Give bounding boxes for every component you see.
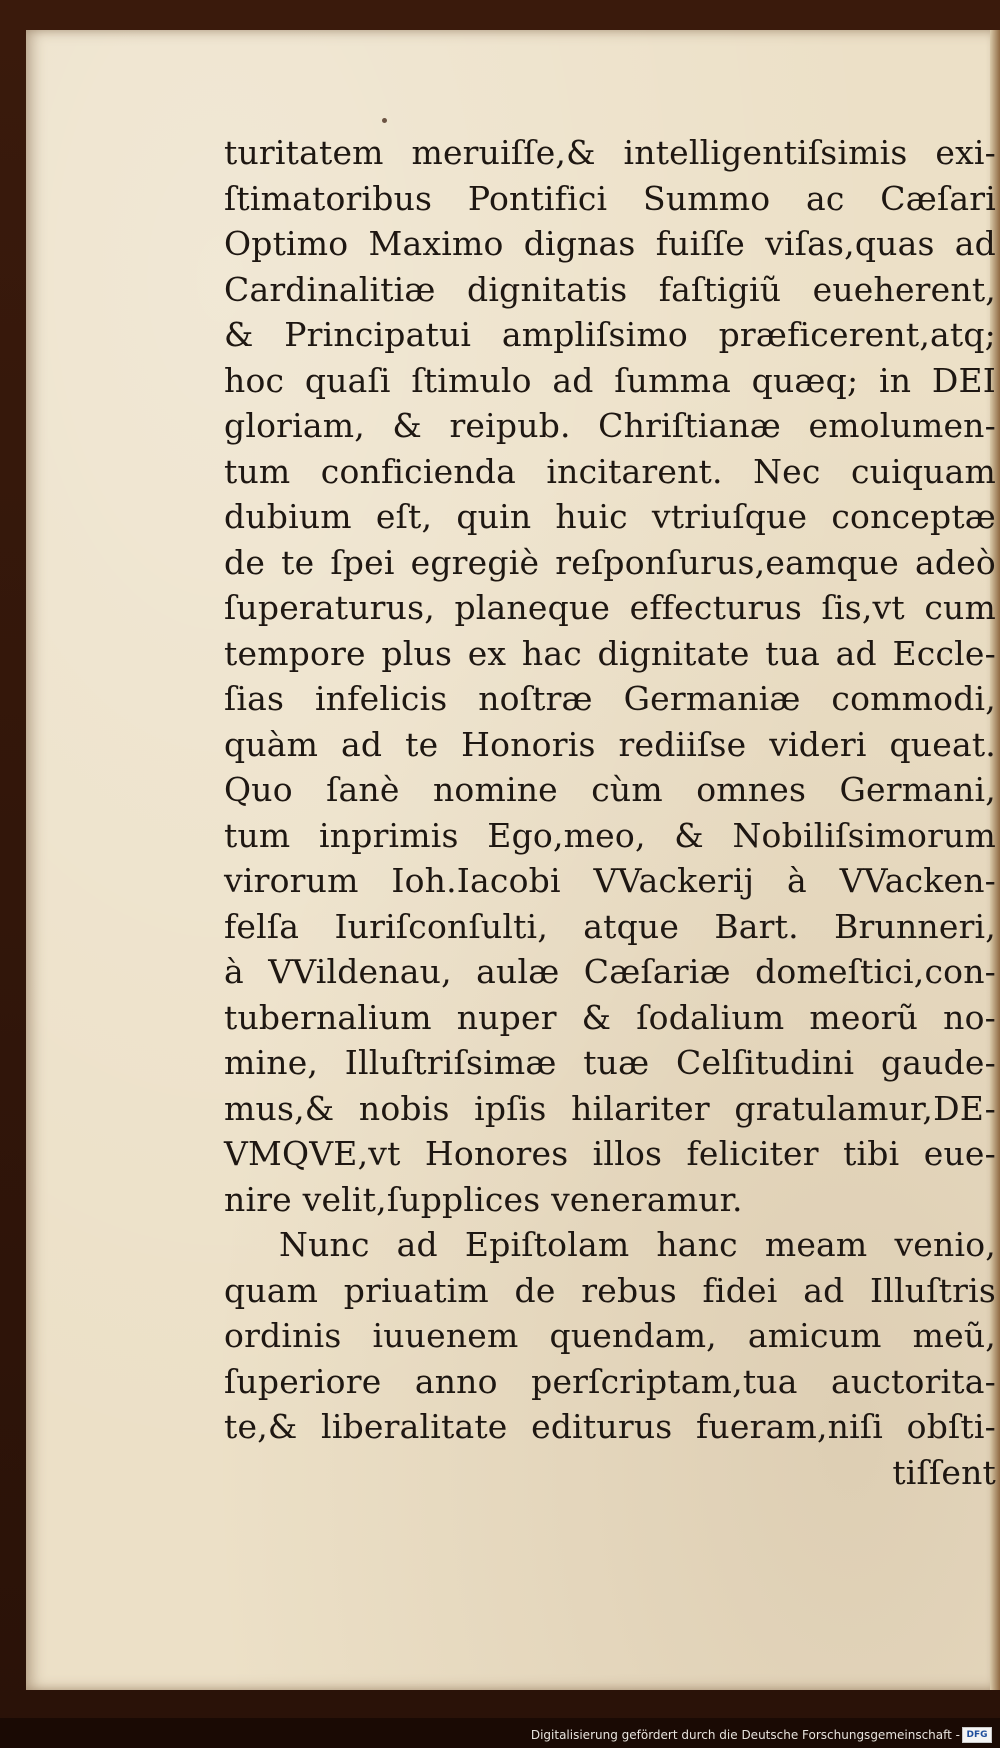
catchword: tiſſent <box>892 1452 996 1492</box>
text-line-14: quàm ad te Honoris rediiſse videri queat. <box>224 724 996 764</box>
text-line-28: ſuperiore anno perſcriptam,tua auctorita- <box>224 1361 996 1401</box>
dfg-logo: DFG <box>962 1727 992 1743</box>
text-line-7: gloriam, & reipub. Chriſtianæ emolumen- <box>224 406 996 445</box>
text-line-4: Cardinalitiæ dignitatis faſtigiũ eueherent, <box>224 269 996 309</box>
text-line-24: nire velit,ſupplices veneramur. <box>224 1179 743 1219</box>
text-line-5: & Principatui ampliſsimo præficerent,atq; <box>224 315 996 354</box>
text-line-27: ordinis iuuenem quendam, amicum meũ, <box>224 1316 996 1355</box>
text-line-18: felſa Iuriſconſulti, atque Bart. Brunneri, <box>224 906 996 946</box>
text-line-25: Nunc ad Epiſtolam hanc meam venio, <box>279 1225 996 1264</box>
text-line-9: dubium eſt, quin huic vtriuſque conceptæ <box>224 497 996 536</box>
text-line-11: ſuperaturus, planeque effecturus ſis,vt cum <box>224 588 996 627</box>
body-text <box>224 130 996 1495</box>
text-line-26: quam priuatim de rebus fidei ad Illuſtris <box>224 1270 996 1310</box>
text-line-1: turitatem meruiſſe,& intelligentiſsimis exi- <box>224 133 996 172</box>
text-line-19: à VVildenau, aulæ Cæſariæ domeſtici,con- <box>224 952 996 991</box>
text-line-21: mine, Illuſtriſsimæ tuæ Celſitudini gaude- <box>224 1043 996 1082</box>
text-line-29: te,& liberalitate editurus fueram,niſi obſti- <box>224 1407 996 1446</box>
text-line-13: ſias infelicis noſtræ Germaniæ commodi, <box>224 679 996 718</box>
text-line-23: VMQVE,vt Honores illos feliciter tibi eue- <box>224 1134 996 1173</box>
text-line-16: tum inprimis Ego,meo, & Nobiliſsimorum <box>224 815 996 855</box>
text-line-20: tubernalium nuper & ſodalium meorũ no- <box>224 997 996 1037</box>
funding-credit: Digitalisierung gefördert durch die Deutsche Forschungsgemeinschaft - <box>530 1728 960 1742</box>
text-line-22: mus,& nobis ipſis hilariter gratulamur,DE- <box>224 1088 996 1128</box>
text-line-2: ſtimatoribus Pontifici Summo ac Cæſari <box>224 178 996 218</box>
text-line-17: virorum Ioh.Iacobi VVackerij à VVacken- <box>224 861 996 900</box>
text-line-8: tum conficienda incitarent. Nec cuiquam <box>224 451 996 491</box>
text-line-15: Quo ſanè nomine cùm omnes Germani, <box>224 770 996 809</box>
text-line-10: de te ſpei egregiè reſponſurus,eamque adeò <box>224 542 996 582</box>
ink-speck <box>382 118 387 123</box>
text-line-3: Optimo Maximo dignas fuiſſe viſas,quas ad <box>224 224 996 263</box>
text-line-6: hoc quaſi ſtimulo ad ſumma quæq; in DEI <box>224 360 996 400</box>
text-line-12: tempore plus ex hac dignitate tua ad Eccle- <box>224 633 996 673</box>
